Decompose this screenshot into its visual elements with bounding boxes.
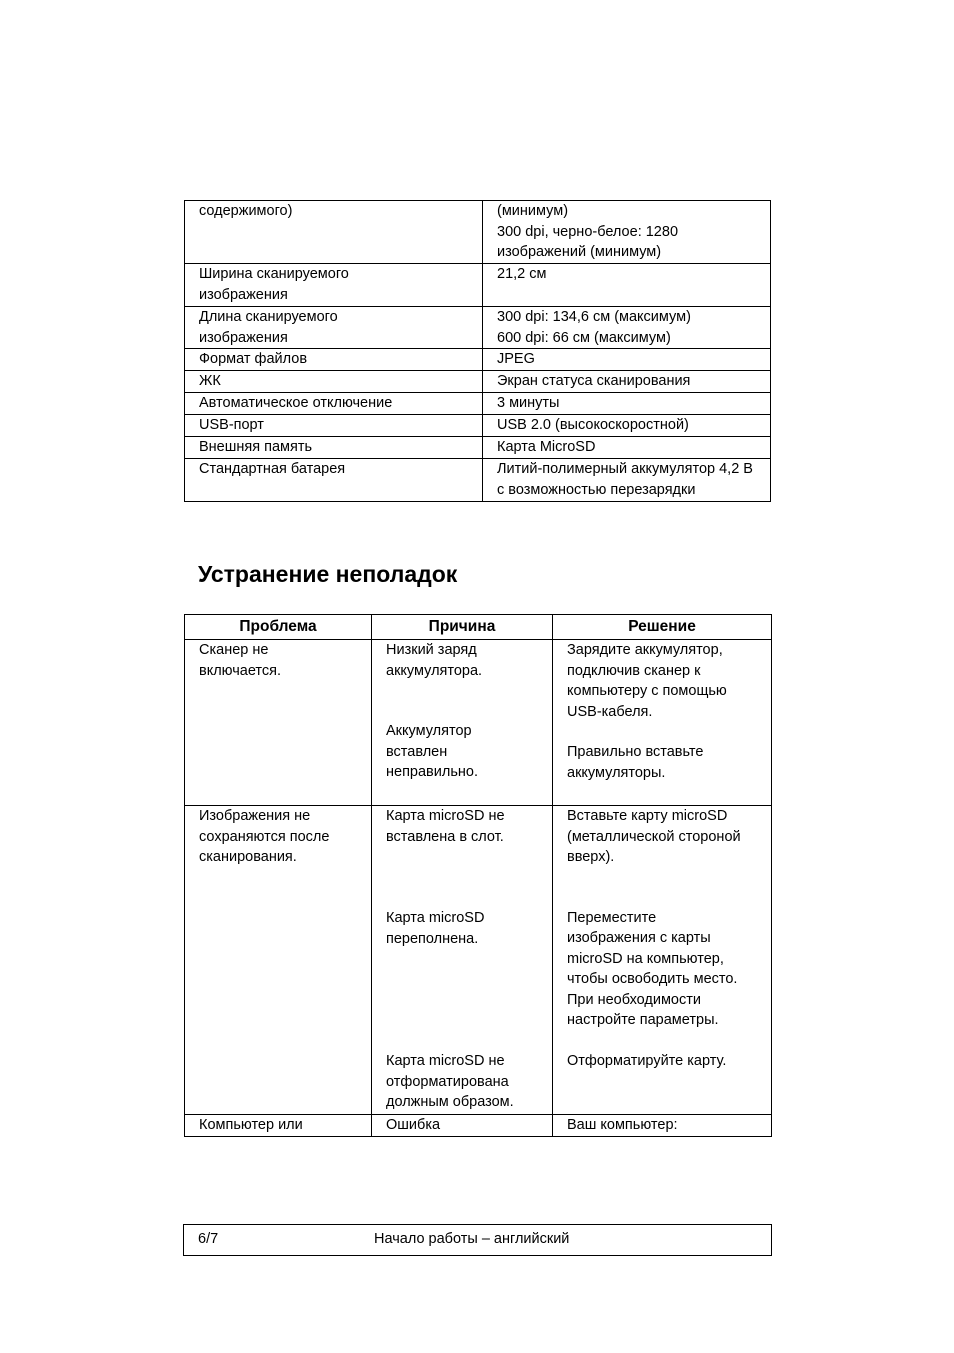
page-footer xyxy=(183,1224,772,1256)
solution-item: Зарядите аккумулятор, подключив сканер к компьютеру с помощью USB-кабеля. xyxy=(567,642,727,720)
spec-label: ЖК xyxy=(185,371,483,393)
spec-label: Внешняя память xyxy=(185,437,483,459)
cause-item: Низкий заряд аккумулятора. xyxy=(386,642,483,679)
spec-value: 3 минуты xyxy=(483,393,771,415)
cause-item: Карта microSD не отформатирована должным образом. xyxy=(386,1053,514,1110)
spec-row-scan-length xyxy=(185,307,771,349)
spec-value: 300 dpi: 134,6 см (максимум) 600 dpi: 66 см (максимум) xyxy=(483,307,771,349)
solution-item: Отформатируйте карту. xyxy=(567,1052,727,1069)
solution-cell xyxy=(553,640,772,806)
cause-cell xyxy=(372,640,553,806)
header-row xyxy=(185,615,772,640)
spec-row-lcd xyxy=(185,371,771,393)
page-number: 6/7 xyxy=(184,1225,359,1256)
spec-label: Стандартная батарея xyxy=(185,459,483,502)
spec-value: Карта MicroSD xyxy=(483,437,771,459)
spec-row-auto-off xyxy=(185,393,771,415)
header-solution: Решение xyxy=(553,615,772,640)
troubleshooting-table xyxy=(184,614,772,1137)
spec-label: Длина сканируемого изображения xyxy=(185,307,483,349)
cause-item: Аккумулятор вставлен неправильно. xyxy=(386,723,478,780)
solution-item: Вставьте карту microSD (металлической стороной вверх). xyxy=(567,808,741,865)
spec-value: (минимум) 300 dpi, черно-белое: 1280 изображений (минимум) xyxy=(483,201,771,264)
cause-cell xyxy=(372,806,553,1115)
solution-cell xyxy=(553,806,772,1115)
spec-value: Литий-полимерный аккумулятор 4,2 В с возможностью перезарядки xyxy=(483,459,771,502)
spec-row-battery xyxy=(185,459,771,502)
spec-row-usb xyxy=(185,415,771,437)
spec-value: Экран статуса сканирования xyxy=(483,371,771,393)
spec-row-memory xyxy=(185,437,771,459)
table-row xyxy=(185,640,772,806)
footer-title: Начало работы – английский xyxy=(358,1225,772,1256)
spec-value: USB 2.0 (высокоскоростной) xyxy=(483,415,771,437)
spec-value: JPEG xyxy=(483,349,771,371)
section-title: Устранение неполадок xyxy=(198,561,458,587)
table-row xyxy=(185,1115,772,1137)
spec-row-scan-width xyxy=(185,264,771,307)
spec-row-content xyxy=(185,201,771,264)
header-cause: Причина xyxy=(372,615,553,640)
problem-cell: Изображения не сохраняются после сканирования. xyxy=(185,806,372,1115)
cause-cell: Ошибка xyxy=(372,1115,553,1137)
specifications-table xyxy=(184,200,771,502)
problem-cell: Сканер не включается. xyxy=(185,640,372,806)
solution-item: Правильно вставьте аккумуляторы. xyxy=(567,744,704,781)
problem-cell: Компьютер или xyxy=(185,1115,372,1137)
spec-label: содержимого) xyxy=(185,201,483,264)
solution-item: Переместите изображения с карты microSD на компьютер, чтобы освободить место. При необходимости настройте параметры. xyxy=(567,909,738,1028)
header-problem: Проблема xyxy=(185,615,372,640)
spec-label: Автоматическое отключение xyxy=(185,393,483,415)
spec-label: Ширина сканируемого изображения xyxy=(185,264,483,307)
spec-label: Формат файлов xyxy=(185,349,483,371)
table-row xyxy=(185,806,772,1115)
cause-item: Карта microSD не вставлена в слот. xyxy=(386,808,505,845)
spec-row-file-format xyxy=(185,349,771,371)
spec-label: USB-порт xyxy=(185,415,483,437)
solution-cell: Ваш компьютер: xyxy=(553,1115,772,1137)
cause-item: Карта microSD переполнена. xyxy=(386,910,485,947)
spec-value: 21,2 см xyxy=(483,264,771,307)
